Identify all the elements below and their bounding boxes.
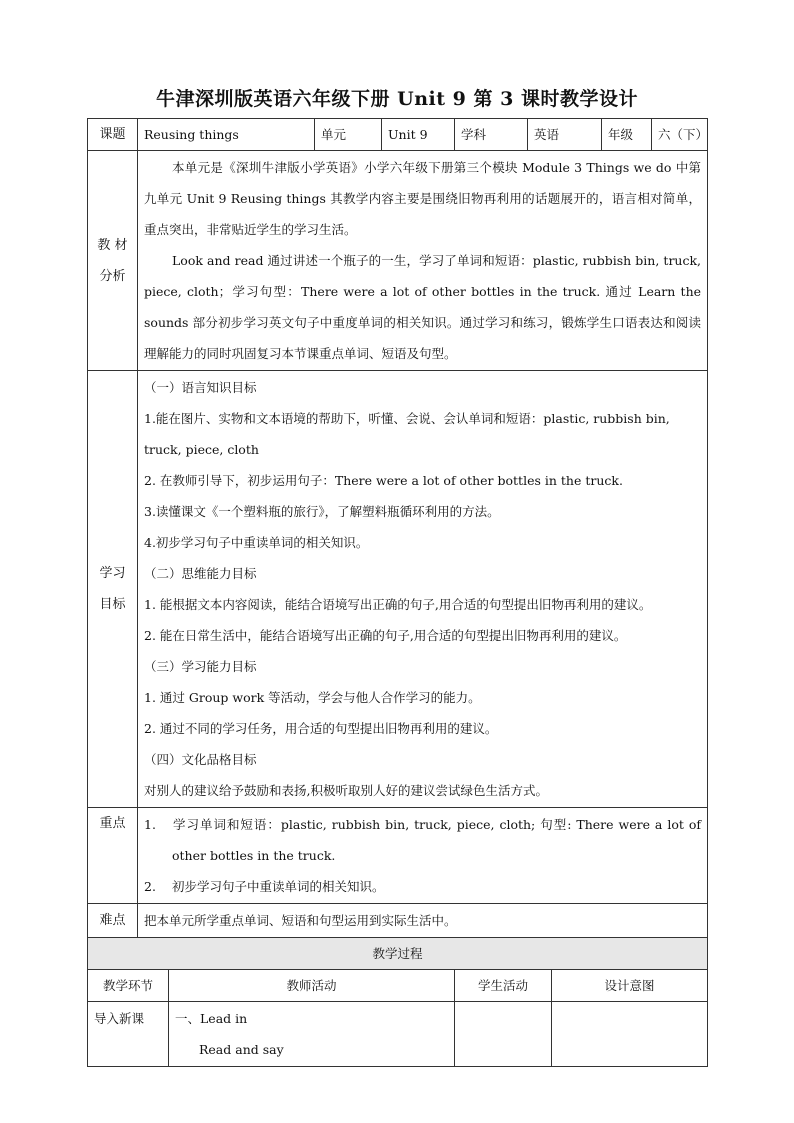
- row-design-intent: [552, 1002, 708, 1067]
- process-columns-row: [88, 970, 708, 1002]
- row-student-activity: [455, 1002, 552, 1067]
- column-stage: 教学环节: [88, 970, 169, 1002]
- key-points-content: [138, 808, 708, 904]
- topic-label: 课题: [88, 119, 138, 151]
- key-point-item: 2. 初步学习句子中重读单词的相关知识。: [144, 879, 385, 894]
- subject-value: 英语: [528, 119, 602, 151]
- objective-line: 3.读懂课文《一个塑料瓶的旅行》，了解塑料瓶循环利用的方法。: [144, 504, 500, 519]
- unit-value: Unit 9: [382, 119, 455, 151]
- grade-value: 六（下）: [652, 119, 708, 151]
- column-student: 学生活动: [455, 970, 552, 1002]
- column-intent: 设计意图: [552, 970, 708, 1002]
- subject-label: 学科: [455, 119, 528, 151]
- objectives-content: [138, 371, 708, 808]
- objective-line: 2. 能在日常生活中，能结合语境写出正确的句子,用合适的句型提出旧物再利用的建议。: [144, 628, 627, 643]
- objective-line: 1. 通过 Group work 等活动，学会与他人合作学习的能力。: [144, 690, 481, 705]
- key-points-label: 重点: [88, 808, 138, 904]
- column-teacher: 教师活动: [169, 970, 455, 1002]
- objective-line: 对别人的建议给予鼓励和表扬,积极听取别人好的建议尝试绿色生活方式。: [144, 783, 548, 798]
- objective-line: 1. 能根据文本内容阅读，能结合语境写出正确的句子,用合适的句型提出旧物再利用的建议。: [144, 597, 652, 612]
- objective-line: （一）语言知识目标: [144, 380, 257, 395]
- analysis-label: 教 材 分析: [88, 151, 138, 371]
- unit-label: 单元: [315, 119, 382, 151]
- objective-line: 2. 在教师引导下，初步运用句子：There were a lot of other bottles in the truck.: [144, 473, 623, 488]
- objective-line: （四）文化品格目标: [144, 752, 257, 767]
- lesson-plan-table: [87, 118, 708, 1067]
- process-row-lead-in: [88, 1002, 708, 1067]
- page-title: 牛津深圳版英语六年级下册 Unit 9 第 3 课时教学设计: [156, 88, 638, 110]
- grade-label: 年级: [602, 119, 652, 151]
- objective-line: 1.能在图片、实物和文本语境的帮助下，听懂、会说、会认单词和短语：plastic, rubbish bin, truck, piece, cloth: [144, 411, 670, 457]
- process-heading: 教学过程: [88, 938, 708, 970]
- objective-line: （三）学习能力目标: [144, 659, 257, 674]
- analysis-paragraph: Look and read 通过讲述一个瓶子的一生，学习了单词和短语：plastic, rubbish bin, truck, piece, cloth；学习句型：There were a lot of other bottles in the truck. 通过 Learn the sounds 部分初步学习英文句子中重度单词的相关知识。通过学习和练习，锻炼学生口语表达和阅读理解能力的同时巩固复习本节课重点单词、短语及句型。: [144, 253, 702, 361]
- objectives-label: 学习 目标: [88, 371, 138, 808]
- analysis-paragraph: 本单元是《深圳牛津版小学英语》小学六年级下册第三个模块 Module 3 Things we do 中第九单元 Unit 9 Reusing things 其教学内容主要是围绕旧物再利用的话题展开的，语言相对简单，重点突出，非常贴近学生的学习生活。: [144, 160, 702, 237]
- row-stage: 导入新课: [88, 1002, 169, 1067]
- objective-line: 4.初步学习句子中重读单词的相关知识。: [144, 535, 369, 550]
- key-point-item: 1. 学习单词和短语：plastic, rubbish bin, truck, piece, cloth; 句型: There were a lot of other bottles in the truck.: [144, 817, 702, 863]
- analysis-row: [88, 151, 708, 371]
- process-heading-row: [88, 938, 708, 970]
- difficulty-row: [88, 904, 708, 938]
- header-row: [88, 119, 708, 151]
- analysis-content: [138, 151, 708, 371]
- objectives-row: [88, 371, 708, 808]
- topic-value: Reusing things: [138, 119, 315, 151]
- objective-line: 2. 通过不同的学习任务，用合适的句型提出旧物再利用的建议。: [144, 721, 498, 736]
- objective-line: （二）思维能力目标: [144, 566, 257, 581]
- difficulty-content: 把本单元所学重点单词、短语和句型运用到实际生活中。: [138, 904, 708, 938]
- key-points-row: [88, 808, 708, 904]
- row-teacher-activity: 一、Lead in Read and say: [169, 1002, 455, 1067]
- difficulty-label: 难点: [88, 904, 138, 938]
